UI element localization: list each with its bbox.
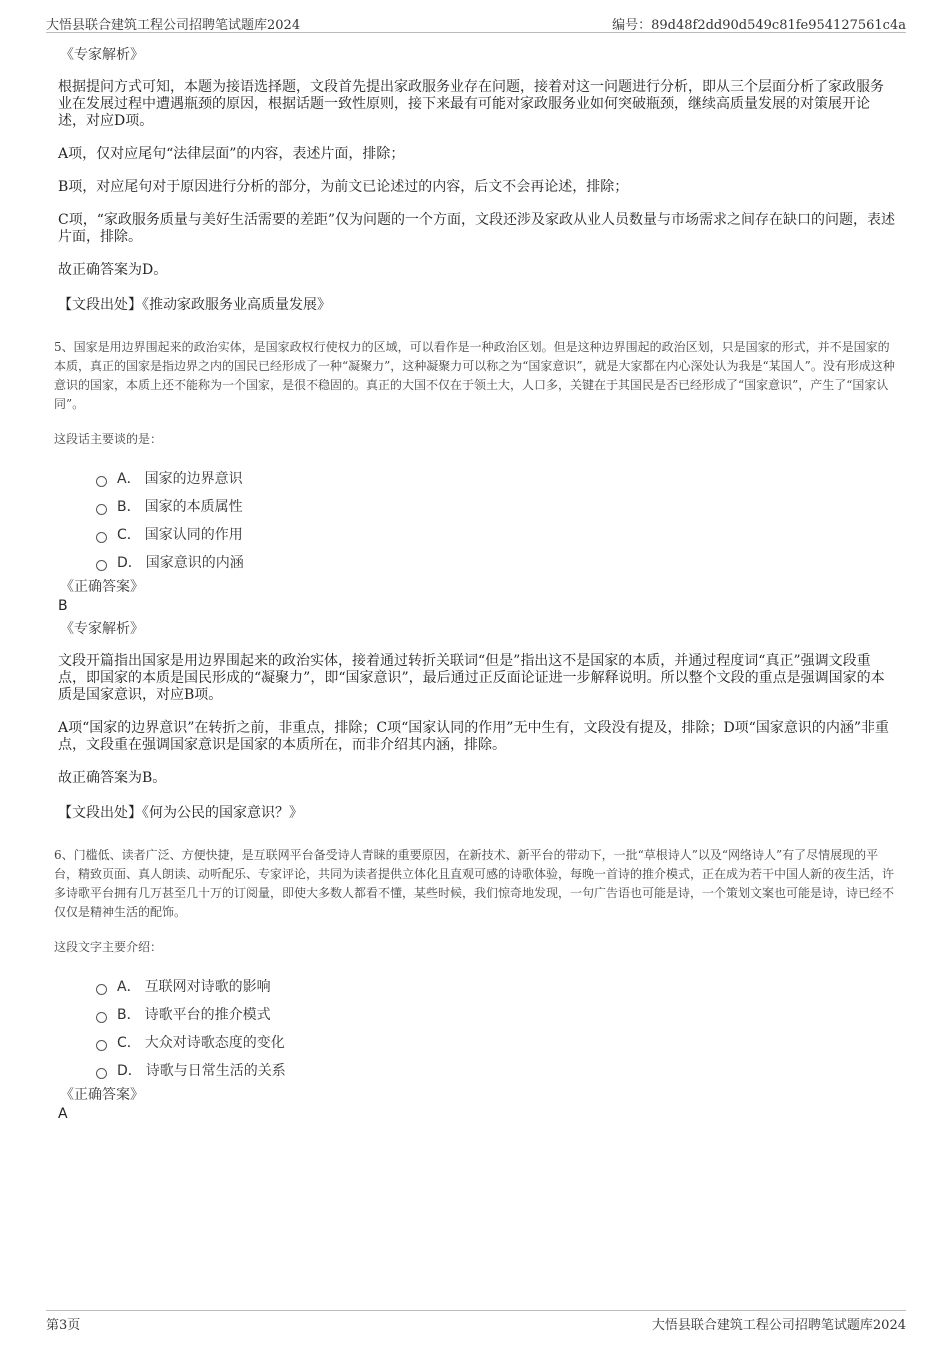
q5-source: 【文段出处】《何为公民的国家意识？》 bbox=[58, 805, 303, 821]
option-letter: B． bbox=[117, 499, 141, 515]
footer-page-number: 第3页 bbox=[46, 1318, 81, 1333]
q6-answer: A bbox=[58, 1106, 68, 1122]
radio-icon[interactable] bbox=[96, 476, 107, 487]
option-text: 诗歌与日常生活的关系 bbox=[145, 1063, 286, 1079]
q5-analysis-label: 《专家解析》 bbox=[60, 621, 144, 637]
q5-answer: B bbox=[58, 598, 68, 614]
option-letter: D． bbox=[117, 1063, 142, 1079]
q5-analysis-paragraph: 文段开篇指出国家是用边界围起来的政治实体，接着通过转折关联词“但是”指出这不是国家的本质，并通过程度词“真正”强调文段重点，即国家的本质是国民形成的“凝聚力”，即“国家意识”，最后通过正反面论证进一步解释说明。所以整个文段的重点是强调国家的本质是国家意识，对应B项。 bbox=[58, 653, 885, 703]
q5-prompt: 这段话主要谈的是： bbox=[54, 432, 163, 446]
q4-analysis-paragraph: A项，仅对应尾句“法律层面”的内容，表述片面，排除； bbox=[58, 146, 405, 162]
option-text: 互联网对诗歌的影响 bbox=[144, 979, 271, 995]
q5-option-d[interactable] bbox=[96, 548, 896, 576]
q6-text: 6、门槛低、读者广泛、方便快捷，是互联网平台备受诗人青睐的重要原因，在新技术、新平台的带动下，一批“草根诗人”以及“网络诗人”有了尽情展现的平台，精致页面、真人朗读、动听配乐、专家评论，共同为读者提供立体化且直观可感的诗歌体验，每晚一首诗的推介模式，正在成为若干中国人新的夜生活，许多诗歌平台拥有几万甚至几十万的订阅量，即使大多数人都看不懂，某些时候，我们惊奇地发现，一句广告语也可能是诗，一个策划文案也可能是诗，诗已经不仅仅是精神生活的配饰。 bbox=[54, 848, 895, 919]
option-text: 大众对诗歌态度的变化 bbox=[144, 1035, 285, 1051]
q6-option-a[interactable] bbox=[96, 972, 896, 1000]
radio-icon[interactable] bbox=[96, 984, 107, 995]
q4-analysis-paragraph: 故正确答案为D。 bbox=[58, 262, 168, 278]
q4-source: 【文段出处】《推动家政服务业高质量发展》 bbox=[58, 297, 331, 313]
q6-prompt: 这段文字主要介绍： bbox=[54, 940, 163, 954]
radio-icon[interactable] bbox=[96, 1012, 107, 1023]
option-text: 国家意识的内涵 bbox=[145, 555, 244, 571]
radio-icon[interactable] bbox=[96, 560, 107, 571]
q4-analysis-paragraph: 根据提问方式可知，本题为接语选择题，文段首先提出家政服务业存在问题，接着对这一问题进行分析，即从三个层面分析了家政服务业在发展过程中遭遇瓶颈的原因，根据话题一致性原则，接下来最有可能对家政服务业如何突破瓶颈，继续高质量发展的对策展开论述，对应D项。 bbox=[58, 79, 884, 129]
radio-icon[interactable] bbox=[96, 532, 107, 543]
option-text: 国家认同的作用 bbox=[144, 527, 243, 543]
q5-option-b[interactable] bbox=[96, 492, 896, 520]
option-letter: B． bbox=[117, 1007, 141, 1023]
footer-title: 大悟县联合建筑工程公司招聘笔试题库2024 bbox=[651, 1318, 906, 1333]
option-text: 国家的本质属性 bbox=[144, 499, 243, 515]
q5-option-c[interactable] bbox=[96, 520, 896, 548]
q5-analysis-paragraph: A项“国家的边界意识”在转折之前，非重点，排除；C项“国家认同的作用”无中生有，文段没有提及，排除；D项“国家意识的内涵”非重点，文段重在强调国家意识是国家的本质所在，而非介绍其内涵，排除。 bbox=[58, 720, 889, 753]
option-letter: C． bbox=[117, 1035, 141, 1051]
option-letter: D． bbox=[117, 555, 142, 571]
header-title: 大悟县联合建筑工程公司招聘笔试题库2024 bbox=[46, 18, 301, 33]
q5-analysis-paragraph: 故正确答案为B。 bbox=[58, 770, 167, 786]
q4-analysis-paragraph: C项，“家政服务质量与美好生活需要的差距”仅为问题的一个方面，文段还涉及家政从业人员数量与市场需求之间存在缺口的问题，表述片面，排除。 bbox=[58, 212, 896, 245]
option-letter: C． bbox=[117, 527, 141, 543]
radio-icon[interactable] bbox=[96, 1068, 107, 1079]
q4-analysis-label: 《专家解析》 bbox=[60, 47, 144, 63]
q6-options bbox=[96, 972, 896, 1084]
option-letter: A． bbox=[117, 471, 141, 487]
radio-icon[interactable] bbox=[96, 1040, 107, 1051]
page-content bbox=[56, 46, 896, 1128]
page-header bbox=[46, 14, 906, 33]
header-code: 编号：89d48f2dd90d549c81fe954127561c4a bbox=[612, 18, 906, 33]
option-text: 国家的边界意识 bbox=[144, 471, 243, 487]
page-footer bbox=[46, 1310, 906, 1333]
q6-option-d[interactable] bbox=[96, 1056, 896, 1084]
q6-answer-label: 《正确答案》 bbox=[60, 1087, 144, 1103]
q4-analysis-paragraph: B项，对应尾句对于原因进行分析的部分，为前文已论述过的内容，后文不会再论述，排除； bbox=[58, 179, 629, 195]
radio-icon[interactable] bbox=[96, 504, 107, 515]
q5-options bbox=[96, 464, 896, 576]
q6-option-c[interactable] bbox=[96, 1028, 896, 1056]
option-letter: A． bbox=[117, 979, 141, 995]
q5-answer-label: 《正确答案》 bbox=[60, 579, 144, 595]
q5-option-a[interactable] bbox=[96, 464, 896, 492]
option-text: 诗歌平台的推介模式 bbox=[144, 1007, 271, 1023]
q6-option-b[interactable] bbox=[96, 1000, 896, 1028]
q5-text: 5、国家是用边界围起来的政治实体，是国家政权行使权力的区域，可以看作是一种政治区划。但是这种边界围起的政治区划，只是国家的形式，并不是国家的本质，真正的国家是指边界之内的国民已经形成了一种“凝聚力”，这种凝聚力可以称之为“国家意识”，就是大家都在内心深处认为我是“某国人”。没有形成这种意识的国家，本质上还不能称为一个国家，是很不稳固的。真正的大国不仅在于领土大，人口多，关键在于其国民是否已经形成了“国家意识”，产生了“国家认同”。 bbox=[54, 340, 895, 411]
